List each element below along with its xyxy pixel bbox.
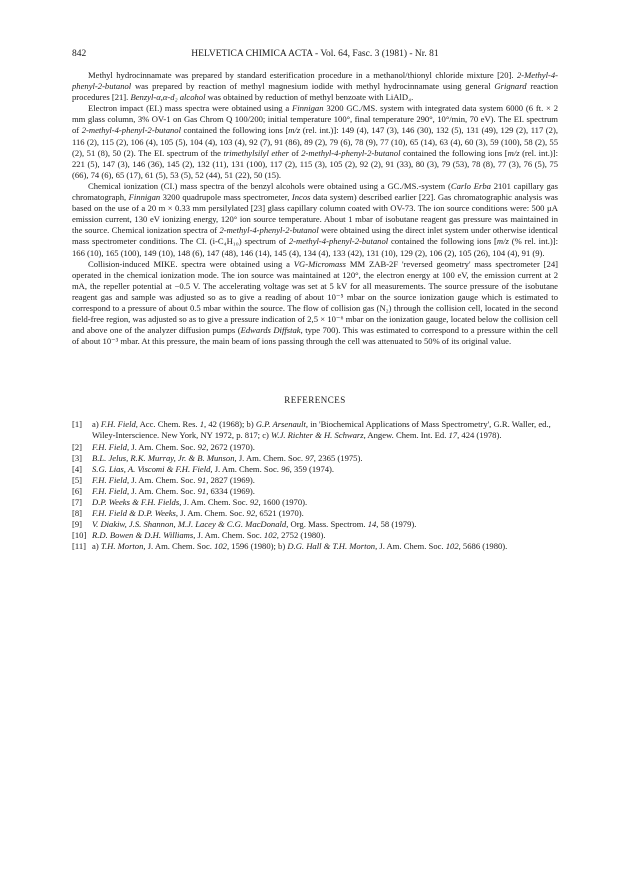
italic-run: 92 xyxy=(249,497,259,507)
reference-number: [9] xyxy=(72,519,83,530)
reference-text: F.H. Field & D.P. Weeks, J. Am. Chem. Soc. 92, 6521 (1970). xyxy=(92,508,304,519)
italic-run: D.P. Weeks & F.H. Fields xyxy=(92,497,180,507)
italic-run: 1 xyxy=(199,419,205,430)
italic-run: m/z xyxy=(288,125,301,136)
italic-run: VG-Micromass xyxy=(293,258,346,269)
reference-item xyxy=(72,442,558,453)
running-title: HELVETICA CHIMICA ACTA - Vol. 64, Fasc. 3 (1981) - Nr. 81 xyxy=(191,49,439,59)
paragraph-ci-spectra: Chemical ionization (CI.) mass spectra of the benzyl alcohols were obtained using a GC./MS.-system (Carlo Erba 2101 capillary gas chromatograph, Finnigan 3200 quadrupole mass spectrometer, Incos data system) described earlier [22]. Gas chromatographic analysis was based on the use of a 20 m × 0.33 mm persilylated [23] glass capillary column coated with OV-73. The ion source conditions were: 500 µA emission current, 130 eV ionizing energy, 120° ion source temperature. About 1 mbar of isobutane reagent gas pressure was maintained in the source. Chemical ionization spectra of 2-methyl-4-phenyl-2-butanol were obtained using the direct inlet system under otherwise identical mass spectrometer conditions. The CI. (i-C₄H₁₀) spectrum of 2-methyl-4-phenyl-2-butanol contained the following ions [m/z (% rel. int.)]: 166 (10), 165 (100), 149 (10), 148 (6), 147 (48), 146 (14), 145 (4), 134 (4), 133 (42), 131 (10), 129 (2), 106 (2), 105 (26), 104 (4), 91 (9). xyxy=(72,180,558,258)
reference-item xyxy=(72,530,558,541)
reference-number: [4] xyxy=(72,463,83,474)
italic-run: m/z xyxy=(507,147,520,158)
italic-run: 91 xyxy=(197,474,207,485)
reference-number: [11] xyxy=(72,541,86,552)
paragraph-ei-spectra: Electron impact (EI.) mass spectra were obtained using a Finnigan 3200 GC./MS. system with integrated data system 6000 (6 ft. × 2 mm glass column, 3% OV-1 on Gas Chrom Q 100/200; initial temperature 100°, final temperature 290°, 10°/min, 70 eV). The EI. spectrum of 2-methyl-4-phenyl-2-butanol contained the following ions [m/z (rel. int.)]: 149 (4), 147 (3), 146 (30), 132 (5), 131 (49), 129 (2), 117 (2), 116 (2), 115 (2), 106 (4), 105 (5), 104 (4), 103 (4), 92 (7), 91 (86), 89 (2), 79 (6), 78 (9), 77 (10), 65 (14), 63 (4), 60 (3), 59 (100), 58 (2), 55 (2), 51 (8), 50 (2). The EI. spectrum of the trimethylsilyl ether of 2-methyl-4-phenyl-2-butanol contained the following ions [m/z (rel. int.)]: 221 (5), 147 (3), 146 (36), 145 (2), 132 (11), 131 (100), 117 (2), 115 (3), 105 (2), 92 (2), 91 (33), 80 (3), 79 (53), 78 (8), 77 (3), 76 (5), 75 (66), 74 (6), 65 (17), 61 (5), 53 (5), 52 (44), 51 (22), 50 (15). xyxy=(72,103,559,180)
reference-text: B.L. Jelus, R.K. Murray, Jr. & B. Munson, J. Am. Chem. Soc. 97, 2365 (1975). xyxy=(92,452,363,463)
italic-run: G.P. Arsenault xyxy=(255,419,306,430)
italic-run: F.H. Field xyxy=(92,474,127,485)
reference-number: [8] xyxy=(72,508,83,519)
italic-run: V. Diakiw, J.S. Shannon, M.J. Lacey & C.G. MacDonald xyxy=(92,519,287,530)
italic-run: Grignard xyxy=(494,81,527,92)
page-header xyxy=(72,48,558,60)
italic-run: 2-methyl-4-phenyl-2-butanol xyxy=(81,125,181,136)
references-heading: REFERENCES xyxy=(284,395,346,406)
italic-run: B.L. Jelus, R.K. Murray, Jr. & B. Munson xyxy=(92,452,235,463)
paragraph-mike-spectra: Collision-induced MIKE. spectra were obtained using a VG-Micromass MM ZAB-2F 'reversed geometry' mass spectrometer [24] operated in the chemical ionization mode. The ion source was maintained at 120°, the electron energy at 100 eV, the emission current at 2 mA, the repeller potential at −0.5 V. The accelerating voltage was set at 5 kV for all measurements. The source pressure of the isobutane reagent gas and sample was adjusted so as to give a reading of about 10⁻⁵ mbar on the source ionization gauge which is estimated to correspond to a pressure of about 0.5 mbar within the source. The flow of collision gas (N₂) through the collision cell, located in the second field-free region, was adjusted so as to give a pressure indication of 2,5 × 10⁻⁶ mbar on the ionization gauge, located below the collision cell and above one of the analyzer diffusion pumps (Edwards Diffstak, type 700). This was estimated to correspond to a pressure within the cell of about 10⁻³ mbar. At this pressure, the main beam of ions passing through the cell was attenuated to 50% of its original value. xyxy=(72,258,559,347)
italic-run: Incos xyxy=(291,192,311,203)
reference-text: F.H. Field, J. Am. Chem. Soc. 92, 2672 (1970). xyxy=(92,441,255,452)
reference-number: [5] xyxy=(72,474,83,485)
italic-run: 2-Methyl-4-phenyl-2-butanol xyxy=(72,70,558,92)
italic-run: 17 xyxy=(448,430,458,441)
italic-run: 96 xyxy=(281,463,290,474)
journal-page xyxy=(72,48,558,552)
reference-number: [1] xyxy=(72,419,83,430)
reference-item xyxy=(72,453,558,464)
reference-text: V. Diakiw, J.S. Shannon, M.J. Lacey & C.G. MacDonald, Org. Mass. Spectrom. 14, 58 (1979). xyxy=(92,519,417,530)
italic-run: Finnigan xyxy=(128,192,161,203)
italic-run: D.G. Hall & T.H. Morton xyxy=(287,541,376,552)
italic-run: T.H. Morton xyxy=(100,541,144,552)
italic-run: trimethylsilyl ether xyxy=(223,147,290,158)
italic-run: Benzyl-α,α-d₂ alcohol xyxy=(130,92,206,103)
reference-text: F.H. Field, J. Am. Chem. Soc. 91, 2827 (1969). xyxy=(92,474,255,485)
italic-run: 91 xyxy=(197,485,207,496)
reference-item xyxy=(72,419,558,441)
italic-run: Finnigan xyxy=(292,103,324,114)
italic-run: 2-methyl-4-phenyl-2-butanol xyxy=(288,236,389,247)
italic-run: m/z xyxy=(496,236,509,247)
reference-text: a) T.H. Morton, J. Am. Chem. Soc. 102, 1596 (1980); b) D.G. Hall & T.H. Morton, J. Am. Chem. Soc. 102, 5686 (1980). xyxy=(92,541,508,552)
reference-number: [6] xyxy=(72,485,83,496)
reference-item xyxy=(72,541,558,552)
italic-run: 102 xyxy=(263,530,277,541)
reference-number: [2] xyxy=(72,441,83,452)
reference-item xyxy=(72,519,558,530)
reference-text: a) F.H. Field, Acc. Chem. Res. 1, 42 (1968); b) G.P. Arsenault, in 'Biochemical Applications of Mass Spectrometry', G.R. Waller, ed., Wiley-Interscience. New York, NY 1972, p. 817; c) W.J. Richter & H. Schwarz, Angew. Chem. Int. Ed. 17, 424 (1978). xyxy=(92,419,551,441)
italic-run: 97 xyxy=(305,452,314,463)
italic-run: 92 xyxy=(246,508,256,519)
references-list xyxy=(72,419,558,552)
italic-run: S.G. Lias, A. Viscomi & F.H. Field xyxy=(92,463,211,474)
italic-run: F.H. Field & D.P. Weeks xyxy=(92,508,176,519)
italic-run: 2-methyl-4-phenyl-2-butanol xyxy=(219,225,319,236)
reference-number: [7] xyxy=(72,497,83,507)
italic-run: F.H. Field xyxy=(92,441,127,452)
page-number: 842 xyxy=(72,49,87,59)
italic-run: 102 xyxy=(445,541,459,552)
reference-number: [10] xyxy=(72,530,87,541)
italic-run: F.H. Field xyxy=(92,485,127,496)
italic-run: 92 xyxy=(197,441,207,452)
italic-run: 2-methyl-4-phenyl-2-butanol xyxy=(301,147,401,158)
italic-run: W.J. Richter & H. Schwarz xyxy=(271,430,364,441)
italic-run: Carlo Erba xyxy=(450,180,491,191)
italic-run: 14 xyxy=(367,519,377,530)
reference-text: R.D. Bowen & D.H. Williams, J. Am. Chem. Soc. 102, 2752 (1980). xyxy=(92,530,326,541)
italic-run: R.D. Bowen & D.H. Williams xyxy=(92,530,194,541)
reference-item xyxy=(72,475,558,486)
reference-item xyxy=(72,508,558,519)
paragraph-synthesis: Methyl hydrocinnamate was prepared by standard esterification procedure in a methanol/thionyl chloride mixture [20]. 2-Methyl-4-phenyl-2-butanol was prepared by reaction of methyl magnesium iodide with methyl hydrocinnamate using general Grignard reaction procedures [21]. Benzyl-α,α-d₂ alcohol was obtained by reduction of methyl benzoate with LiAlD₄. xyxy=(72,70,559,103)
reference-item xyxy=(72,486,558,497)
experimental-section xyxy=(72,70,558,347)
reference-number: [3] xyxy=(72,452,83,463)
italic-run: Edwards Diffstak xyxy=(240,325,301,336)
reference-item xyxy=(72,497,558,508)
reference-text: F.H. Field, J. Am. Chem. Soc. 91, 6334 (1969). xyxy=(92,485,255,496)
reference-item xyxy=(72,464,558,475)
reference-text: D.P. Weeks & F.H. Fields, J. Am. Chem. Soc. 92, 1600 (1970). xyxy=(92,497,308,507)
italic-run: 102 xyxy=(214,541,227,552)
italic-run: F.H. Field xyxy=(100,419,136,430)
reference-text: S.G. Lias, A. Viscomi & F.H. Field, J. Am. Chem. Soc. 96, 359 (1974). xyxy=(92,463,335,474)
